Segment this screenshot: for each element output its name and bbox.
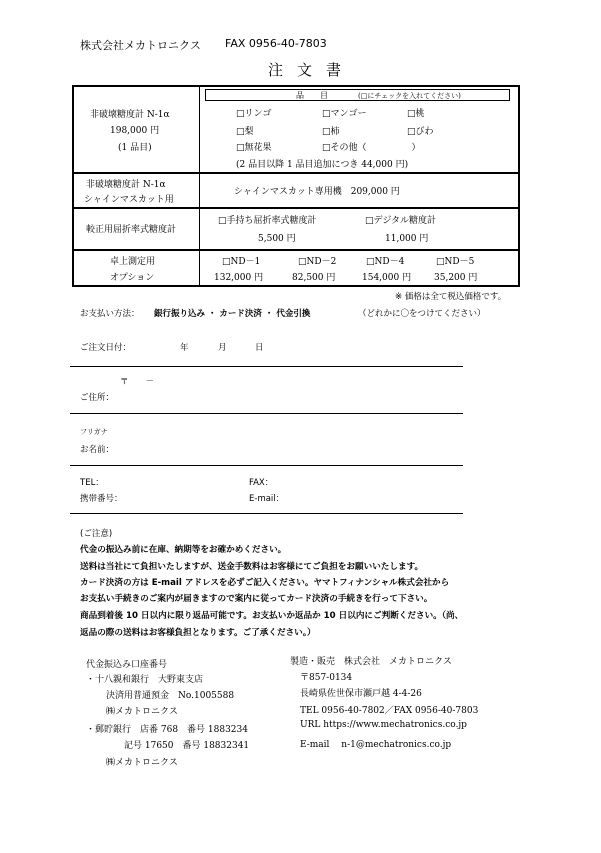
maker-heading: 製造・販売 株式会社 メカトロニクス [290,657,452,667]
fax-label: FAX： [249,478,274,488]
page-title: 注文書 [268,61,356,79]
checkbox-nd1[interactable]: □ND－1 [222,257,261,267]
order-date-label: ご注文日付： [80,343,132,353]
bank2-holder: ㈱メカトロニクス [106,758,178,768]
product2-name: 非破壊糖度計 N-1α [86,180,166,190]
notice-line: 返品の際の送料はお客様負担となります。ご了承ください。） [80,628,316,638]
maker-email-link[interactable]: E-mail n-1@mechatronics.co.jp [300,740,452,750]
nd2-price: 82,500 円 [292,273,336,283]
product2-subname: シャインマスカット用 [84,195,174,205]
product3-name: 較正用屈折率式糖度計 [86,225,177,235]
items-header: 品 目 [296,91,328,100]
bank1-account: 決済用普通預金 No.1005588 [106,691,235,701]
checkbox-pear[interactable]: □梨 [236,127,254,137]
checkbox-nd2[interactable]: □ND－2 [298,257,337,267]
furigana-label: フリガナ [80,428,108,436]
notice-line: 代金の振込み前に在庫、納期等をお確かめください。 [80,545,287,555]
notice-line: 商品到着後 10 日以内に限り返品可能です。お支払いか返品か 10 日以内にご判断ください。（尚、 [80,611,464,621]
bank1-name: ・十八親和銀行 大野東支店 [86,675,204,685]
payment-methods[interactable]: 銀行振り込み ・ カード決済 ・ 代金引換 [154,309,311,319]
company-name: 株式会社メカトロニクス [80,39,201,52]
checkbox-other[interactable]: □その他（ ） [322,143,421,153]
notice-line: お支払い手続きのご案内が届きますので案内に従ってカード決済の手続きを行って下さい。 [80,594,433,604]
postal-code-field[interactable]: 〒 － [120,377,155,387]
address-line[interactable] [70,413,463,414]
year-label: 年 [180,343,189,353]
month-label: 月 [218,343,227,353]
bank2-account: 記号 17650 番号 18832341 [124,741,250,751]
bank1-holder: ㈱メカトロニクス [106,707,178,717]
name-line[interactable] [70,465,463,466]
items-header-note: (□にチェックを入れてください) [358,92,461,100]
order-date-line[interactable] [70,366,463,367]
nd5-price: 35,200 円 [434,273,478,283]
checkbox-mango[interactable]: □マンゴー [322,109,367,119]
product2-desc: シャインマスカット専用機 209,000 円 [234,187,400,197]
product1-name: 非破壊糖度計 N-1α [90,110,170,120]
maker-url-link[interactable]: URL https://www.mechatronics.co.jp [300,720,467,730]
nd4-price: 154,000 円 [362,273,412,283]
checkbox-persimmon[interactable]: □柿 [322,127,340,137]
checkbox-loquat[interactable]: □びわ [407,127,434,137]
checkbox-fig[interactable]: □無花果 [236,143,272,153]
checkbox-nd4[interactable]: □ND－4 [366,257,405,267]
name-label: お名前： [80,445,115,455]
maker-address: 長崎県佐世保市瀬戸越 4-4-26 [300,689,422,699]
header-fax: FAX 0956-40-7803 [225,37,327,50]
checkbox-peach[interactable]: □桃 [407,109,425,119]
address-label: ご住所： [80,393,115,403]
product4-name: 卓上測定用 [110,257,156,267]
notice-line: カード決済の方は E-mail アドレスを必ずご記入ください。ヤマトフィナンシャル株式会社から [80,578,450,588]
notice-heading: (ご注意) [80,529,113,539]
tax-note: ※ 価格は全て税込価格です。 [395,292,507,302]
payment-label: お支払い方法： [80,309,140,319]
contact-line[interactable] [70,513,463,514]
bank-heading: 代金振込み口座番号 [86,660,168,670]
payment-note: （どれかに〇をつけてください） [358,309,486,319]
day-label: 日 [255,343,264,353]
product1-note: (1 品目) [118,143,152,153]
tel-label: TEL： [80,478,104,488]
checkbox-nd5[interactable]: □ND－5 [436,257,475,267]
maker-telfax: TEL 0956-40-7802／FAX 0956-40-7803 [300,706,479,716]
checkbox-apple[interactable]: □リンゴ [236,109,272,119]
product4-subname: オプション [110,273,155,283]
bank2-name: ・郵貯銀行 店番 768 番号 1883234 [86,725,248,735]
digital-price: 11,000 円 [385,234,429,244]
checkbox-digital[interactable]: □デジタル糖度計 [365,216,436,226]
handheld-price: 5,500 円 [258,234,296,244]
checkbox-handheld[interactable]: □手持ち屈折率式糖度計 [218,216,317,226]
maker-postal: 〒857-0134 [300,673,353,683]
nd1-price: 132,000 円 [214,273,264,283]
notice-line: 送料は当社にて負担いたしますが、送金手数料はお客様にてご負担をお願いいたします。 [80,562,424,572]
product1-price: 198,000 円 [110,126,160,136]
mobile-label: 携帯番号： [80,494,123,504]
extra-item-price: (2 品目以降 1 品目追加につき 44,000 円) [236,160,409,170]
email-label: E-mail： [249,494,285,504]
